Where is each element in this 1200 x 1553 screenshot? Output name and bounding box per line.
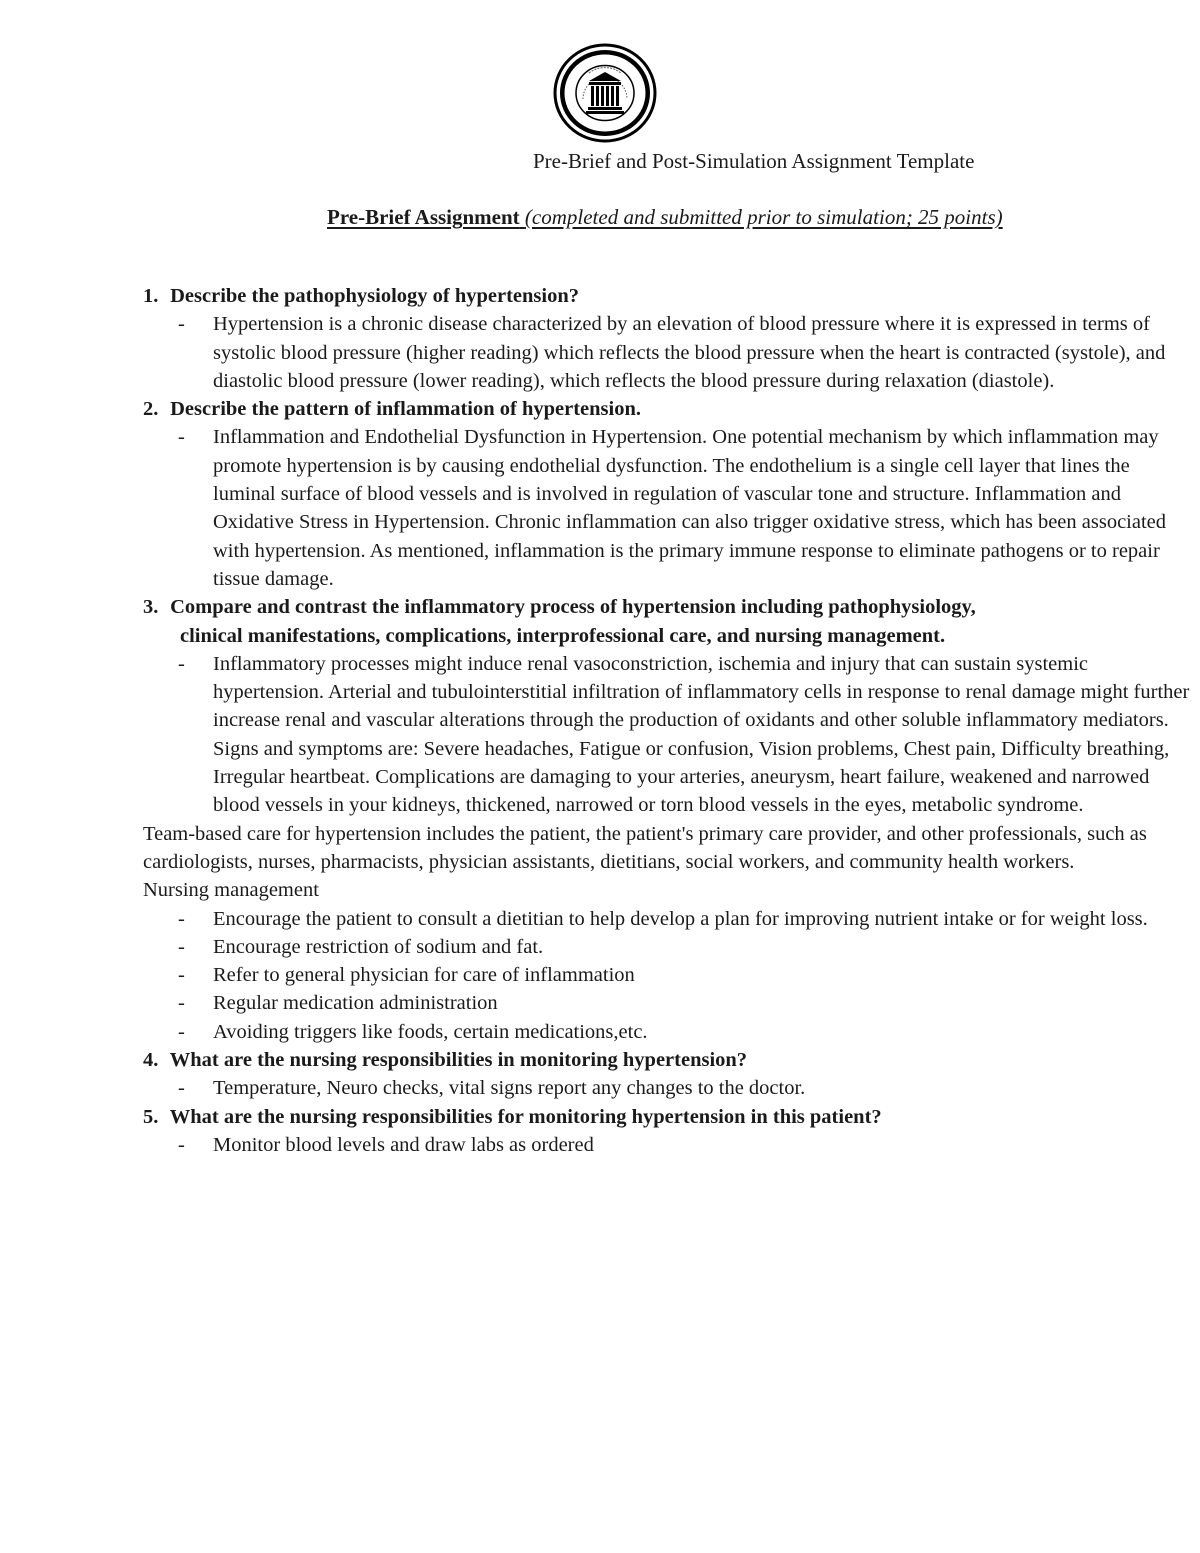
question-text: What are the nursing responsibilities in monitoring hypertension? [169, 1049, 748, 1072]
assignment-heading [327, 202, 1003, 232]
question-text-line-2: clinical manifestations, complications, interprofessional care, and nursing management. [180, 624, 946, 647]
question-text: Describe the pathophysiology of hypertension? [170, 285, 580, 307]
question-1 [143, 282, 1173, 310]
answer-4: - Temperature, Neuro checks, vital signs report any changes to the doctor. [143, 1074, 1173, 1102]
answer-1: - Hypertension is a chronic disease characterized by an elevation of blood pressure where it is expressed in terms of systolic blood pressure (higher reading) which reflects the blood pressure when the heart is contracted (systole), and diastolic blood pressure (lower reading), which reflects the blood pressure during relaxation (diastole). [143, 310, 1173, 395]
question-3 [143, 593, 1173, 650]
question-number: 1. [143, 285, 159, 307]
question-text-line-1: Compare and contrast the inflammatory process of hypertension including pathophysiology, [170, 596, 976, 619]
question-number: 3. [143, 596, 159, 619]
question-text: Describe the pattern of inflammation of hypertension. [170, 398, 642, 421]
question-5 [143, 1103, 1173, 1131]
answer-2: - Inflammation and Endothelial Dysfunction in Hypertension. One potential mechanism by which inflammation may promote hypertension is by causing endothelial dysfunction. The endothelium is a single cell layer that lines the luminal surface of blood vessels and is involved in regulation of vascular tone and structure. Inflammation and Oxidative Stress in Hypertension. Chronic inflammation can also trigger oxidative stress, which has been associated with hypertension. As mentioned, inflammation is the primary immune response to eliminate pathogens or to repair tissue damage. [143, 423, 1173, 593]
answer-3: - Inflammatory processes might induce renal vasoconstriction, ischemia and injury that can sustain systemic hypertension. Arterial and tubulointerstitial infiltration of inflammatory cells in response to renal damage might further increase renal and vascular alterations through the production of oxidants and other soluble inflammatory mediators. Signs and symptoms are: Severe headaches, Fatigue or confusion, Vision problems, Chest pain, Difficulty breathing, Irregular heartbeat. Complications are damaging to your arteries, aneurysm, heart failure, weakened and narrowed blood vessels in your kidneys, thickened, narrowed or torn blood vessels in the eyes, metabolic syndrome. [143, 650, 1193, 820]
question-number: 4. [143, 1049, 159, 1072]
assignment-label: Pre-Brief Assignment [327, 205, 520, 229]
team-care-paragraph: Team-based care for hypertension includes the patient, the patient's primary care provider, and other professionals, such as cardiologists, nurses, pharmacists, physician assistants, dietitians, social workers, and community health workers. [143, 822, 1147, 873]
questions-section [143, 282, 1190, 1159]
question-2 [143, 395, 1173, 423]
academy-seal-logo [553, 43, 657, 143]
nursing-item: - Regular medication administration [143, 989, 1173, 1017]
nursing-item: - Encourage restriction of sodium and fat. [143, 933, 1173, 961]
question-number: 5. [143, 1105, 159, 1128]
question-text: What are the nursing responsibilities for monitoring hypertension in this patient? [169, 1105, 882, 1128]
nursing-management-label: Nursing management [143, 879, 319, 902]
nursing-item: - Refer to general physician for care of inflammation [143, 961, 1173, 989]
answer-5: - Monitor blood levels and draw labs as ordered [143, 1131, 1173, 1159]
question-4 [143, 1046, 1173, 1074]
assignment-note: (completed and submitted prior to simulation; 25 points) [524, 205, 1003, 229]
question-number: 2. [143, 398, 159, 421]
nursing-item: - Encourage the patient to consult a dietitian to help develop a plan for improving nutrient intake or for weight loss. [143, 905, 1173, 933]
nursing-item: - Avoiding triggers like foods, certain medications,etc. [143, 1018, 1173, 1046]
document-title: Pre-Brief and Post-Simulation Assignment Template [533, 149, 975, 173]
